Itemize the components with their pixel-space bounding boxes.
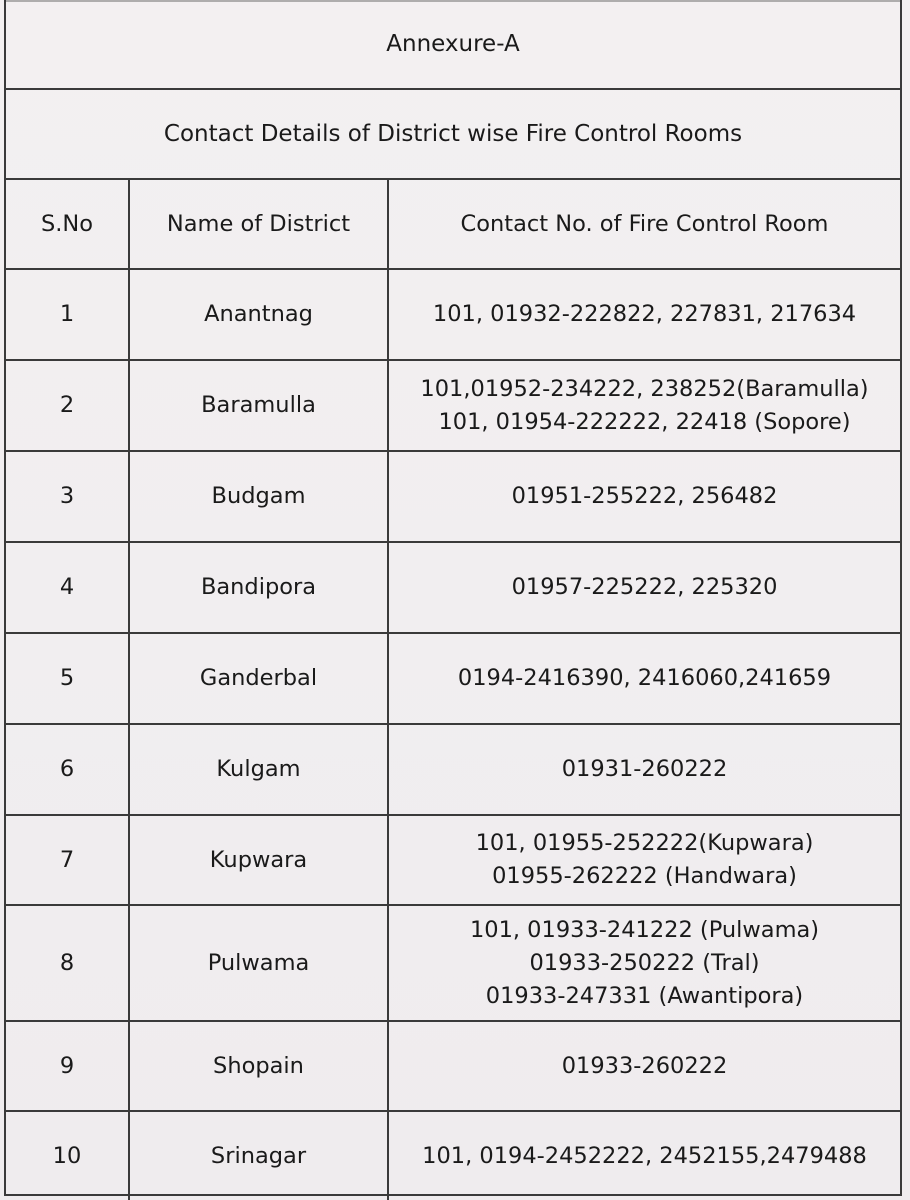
table-row <box>6 1111 900 1200</box>
row-district: Kulgam <box>129 724 388 815</box>
row-contact <box>388 451 900 542</box>
table-row <box>6 905 900 1021</box>
row-sno: 5 <box>6 633 129 724</box>
table-row <box>6 269 900 360</box>
contact-line: 01957-225222, 225320 <box>511 574 778 600</box>
row-contact <box>388 633 900 724</box>
header-district: Name of District <box>129 180 388 269</box>
row-sno: 8 <box>6 905 129 1021</box>
contact-line: 01933-260222 <box>561 1052 728 1079</box>
contact-line: 101, 01955-252222(Kupwara) <box>475 830 814 856</box>
row-district: Ganderbal <box>129 633 388 724</box>
row-district: Kupwara <box>129 815 388 905</box>
header-sno: S.No <box>6 180 129 269</box>
row-contact <box>388 269 900 360</box>
table-row <box>6 633 900 724</box>
row-district: Bandipora <box>129 542 388 633</box>
contact-line: 0194-2416390, 2416060,241659 <box>457 665 832 691</box>
row-district: Baramulla <box>129 360 388 451</box>
row-sno: 6 <box>6 724 129 815</box>
contact-line: 101, 01933-241222 (Pulwama) <box>469 916 820 943</box>
row-district: Srinagar <box>129 1111 388 1200</box>
contact-line: 01933-247331 (Awantipora) <box>485 982 804 1009</box>
row-district: Shopain <box>129 1021 388 1111</box>
header-contact: Contact No. of Fire Control Room <box>388 180 900 269</box>
row-sno: 4 <box>6 542 129 633</box>
table-row <box>6 542 900 633</box>
row-contact <box>388 1111 900 1200</box>
annexure-title: Annexure-A <box>6 0 900 90</box>
row-district: Anantnag <box>129 269 388 360</box>
contact-line: 101, 01954-222222, 22418 (Sopore) <box>438 408 851 435</box>
table-row <box>6 451 900 542</box>
table-row <box>6 360 900 451</box>
row-sno: 2 <box>6 360 129 451</box>
row-contact <box>388 360 900 451</box>
contact-line: 01933-250222 (Tral) <box>529 949 760 976</box>
row-contact <box>388 542 900 633</box>
table-caption: Contact Details of District wise Fire Control Rooms <box>6 90 900 180</box>
row-contact <box>388 1021 900 1111</box>
table-row <box>6 815 900 905</box>
contact-line: 101, 0194-2452222, 2452155,2479488 <box>422 1142 867 1169</box>
contact-line: 101, 01932-222822, 227831, 217634 <box>432 301 857 327</box>
row-contact <box>388 724 900 815</box>
row-sno: 1 <box>6 269 129 360</box>
row-district: Pulwama <box>129 905 388 1021</box>
row-sno: 10 <box>6 1111 129 1200</box>
row-sno: 7 <box>6 815 129 905</box>
table-row <box>6 724 900 815</box>
annexure-sheet <box>4 0 902 1196</box>
contact-line: 01931-260222 <box>561 756 728 782</box>
row-sno: 3 <box>6 451 129 542</box>
row-contact <box>388 905 900 1021</box>
row-district: Budgam <box>129 451 388 542</box>
row-contact <box>388 815 900 905</box>
contact-line: 101,01952-234222, 238252(Baramulla) <box>420 375 869 402</box>
fire-control-table <box>6 180 900 1200</box>
row-sno: 9 <box>6 1021 129 1111</box>
contact-line: 01951-255222, 256482 <box>511 483 778 509</box>
contact-line: 01955-262222 (Handwara) <box>492 863 797 889</box>
table-row <box>6 1021 900 1111</box>
